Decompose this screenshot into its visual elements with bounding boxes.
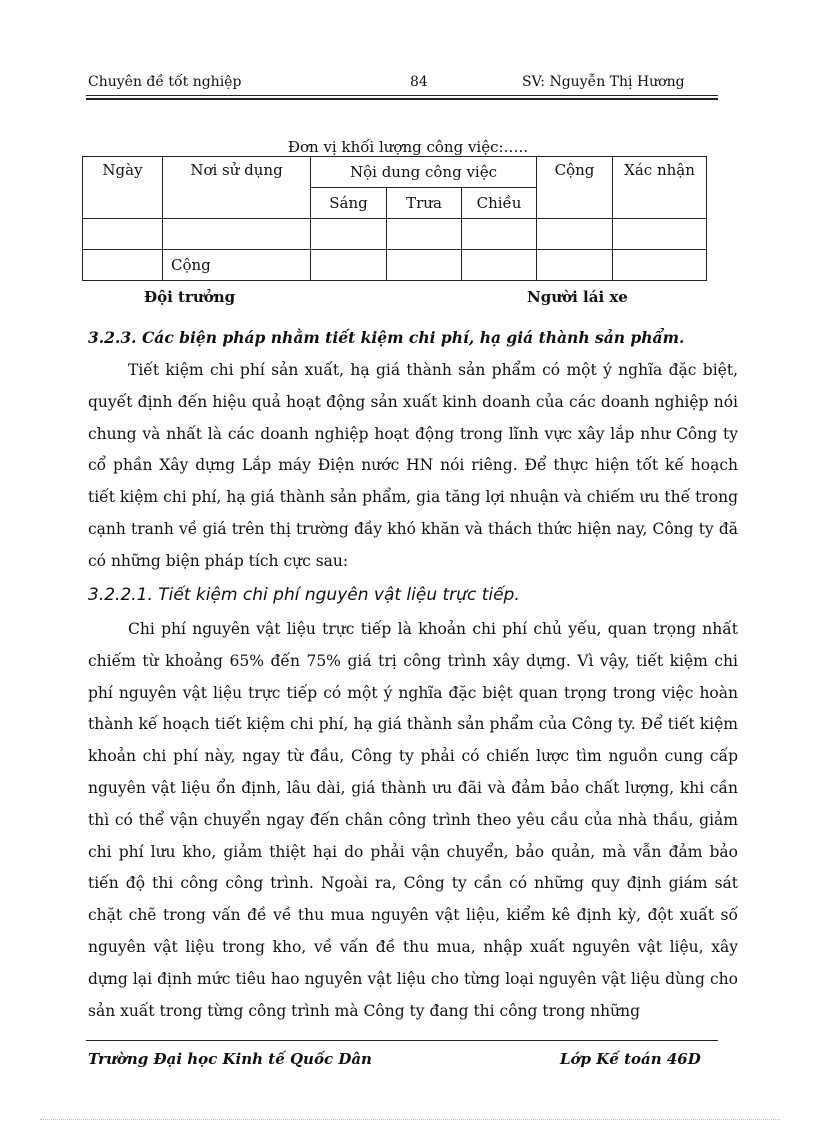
col-header-content: Nội dung công việc bbox=[311, 157, 537, 188]
col-header-place: Nơi sử dụng bbox=[163, 157, 311, 219]
header-document-title: Chuyên đề tốt nghiệp bbox=[88, 74, 242, 90]
page-header bbox=[88, 74, 718, 94]
body-paragraph-2: Chi phí nguyên vật liệu trực tiếp là khoản chi phí chủ yếu, quan trọng nhất chiếm từ khoảng 65% đến 75% giá trị công trình xây dựng. Vì vậy, tiết kiệm chi phí nguyên vật liệu trực tiếp có một ý nghĩa đặc biệt quan trọng trong việc hoàn thành kế hoạch tiết kiệm chi phí, hạ giá thành sản phẩm của Công ty. Để tiết kiệm khoản chi phí này, ngay từ đầu, Công ty phải có chiến lược tìm nguồn cung cấp nguyên vật liệu ổn định, lâu dài, giá thành ưu đãi và đảm bảo chất lượng, khi cần thì có thể vận chuyển ngay đến chân công trình theo yêu cầu của nhà thầu, giảm chi phí lưu kho, giảm thiệt hại do phải vận chuyển, bảo quản, mà vẫn đảm bảo tiến độ thi công công trình. Ngoài ra, Công ty cần có những quy định giám sát chặt chẽ trong vấn đề về thu mua nguyên vật liệu, kiểm kê định kỳ, đột xuất số nguyên vật liệu trong kho, về vấn đề thu mua, nhập xuất nguyên vật liệu, xây dựng lại định mức tiêu hao nguyên vật liệu cho từng loại nguyên vật liệu dùng cho sản xuất trong từng công trình mà Công ty đang thi công trong những bbox=[88, 620, 738, 1020]
col-header-afternoon: Chiều bbox=[462, 188, 537, 219]
table-total-row bbox=[83, 250, 707, 281]
signature-team-leader: Đội trưởng bbox=[144, 288, 236, 306]
section-heading: 3.2.3. Các biện pháp nhằm tiết kiệm chi phí, hạ giá thành sản phẩm. bbox=[88, 328, 685, 347]
signature-driver: Người lái xe bbox=[527, 288, 628, 306]
page-number: 84 bbox=[410, 74, 428, 90]
table-title: Đơn vị khối lượng công việc:….. bbox=[287, 138, 529, 156]
header-rule-thin bbox=[86, 95, 718, 96]
col-header-morning: Sáng bbox=[311, 188, 387, 219]
footer-class: Lớp Kế toán 46D bbox=[560, 1050, 701, 1068]
table-row bbox=[83, 219, 707, 250]
total-row-label: Cộng bbox=[163, 250, 311, 281]
col-header-noon: Trưa bbox=[387, 188, 462, 219]
subsection-heading: 3.2.2.1. Tiết kiệm chi phí nguyên vật liệu trực tiếp. bbox=[88, 585, 520, 605]
header-student-name: SV: Nguyễn Thị Hương bbox=[522, 74, 685, 90]
footer-rule bbox=[86, 1040, 718, 1041]
col-header-date: Ngày bbox=[83, 157, 163, 219]
page-edge-divider bbox=[40, 1119, 780, 1120]
col-header-confirm: Xác nhận bbox=[613, 157, 707, 219]
footer-university: Trường Đại học Kinh tế Quốc Dân bbox=[88, 1050, 372, 1068]
body-paragraph-1: Tiết kiệm chi phí sản xuất, hạ giá thành sản phẩm có một ý nghĩa đặc biệt, quyết định đến hiệu quả hoạt động sản xuất kinh doanh của các doanh nghiệp nói chung và nhất là các doanh nghiệp hoạt động trong lĩnh vực xây lắp như Công ty cổ phần Xây dựng Lắp máy Điện nước HN nói riêng. Để thực hiện tốt kế hoạch tiết kiệm chi phí, hạ giá thành sản phẩm, gia tăng lợi nhuận và chiếm ưu thế trong cạnh tranh về giá trên thị trường đầy khó khăn và thách thức hiện nay, Công ty đã có những biện pháp tích cực sau: bbox=[88, 361, 738, 570]
header-rule-thick bbox=[86, 98, 718, 100]
table-header-row bbox=[83, 157, 707, 188]
col-header-total: Cộng bbox=[537, 157, 613, 219]
work-volume-table bbox=[82, 156, 707, 281]
